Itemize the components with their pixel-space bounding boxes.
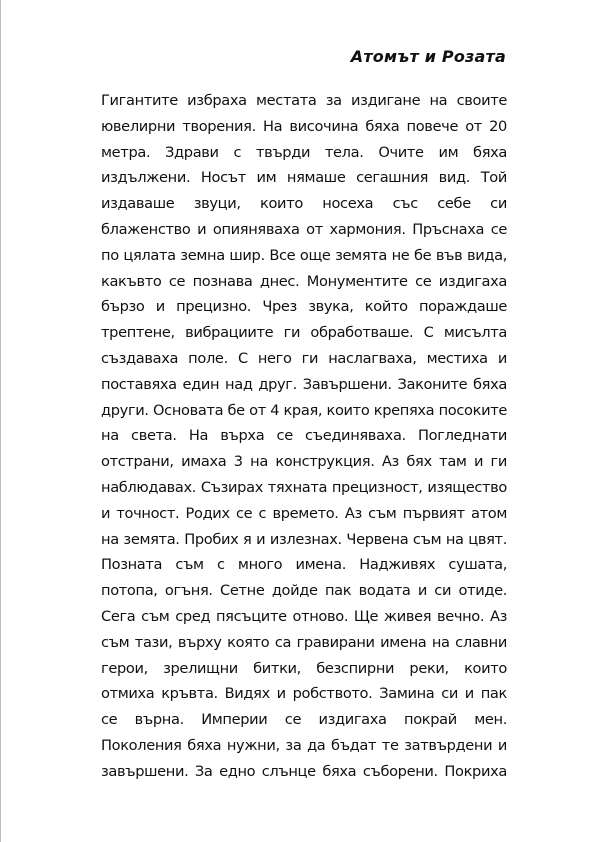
text-line: потопа, огъня. Сетне дойде пак водата и си отиде. bbox=[101, 582, 507, 600]
text-line: метра. Здрави с твърди тела. Очите им бяха bbox=[101, 143, 507, 161]
body-text bbox=[101, 88, 507, 785]
text-line: завършени. За едно слънце бяха съборени. Покриха bbox=[101, 762, 507, 780]
text-line: трептене, вибрациите ги обработваше. С мисълта bbox=[101, 324, 507, 342]
text-line: се върна. Империи се издигаха покрай мен. bbox=[101, 711, 507, 729]
text-line: по цялата земна шир. Все още земята не бе във вида, bbox=[101, 246, 507, 264]
text-line: издължени. Носът им нямаше сегашния вид. Той bbox=[101, 169, 507, 187]
text-line: наблюдавах. Съзирах тяхната прецизност, изящество bbox=[101, 478, 507, 496]
text-line: поставяха един над друг. Завършени. Законите бяха bbox=[101, 375, 507, 393]
text-line: Гигантите избраха местата за издигане на своите bbox=[101, 92, 507, 109]
text-line: и точност. Родих се с времето. Аз съм първият атом bbox=[101, 504, 507, 522]
text-line: какъвто се познава днес. Монументите се издигаха bbox=[101, 272, 507, 290]
text-line: ювелирни творения. На височина бяха повече от 20 bbox=[101, 117, 507, 135]
text-line: на земята. Пробих я и излезнах. Червена съм на цвят. bbox=[101, 530, 507, 548]
text-line: съм тази, върху която са гравирани имена на славни bbox=[101, 633, 507, 651]
text-line: други. Основата бе от 4 края, които крепяха посоките bbox=[101, 401, 507, 419]
text-line: Поколения бяха нужни, за да бъдат те затвърдени и bbox=[101, 736, 507, 754]
text-line: блаженство и опияняваха от хармония. Пръснаха се bbox=[101, 220, 507, 238]
document-title: Атомът и Розата bbox=[350, 47, 506, 66]
text-line: създаваха поле. С него ги наслагваха, местиха и bbox=[101, 349, 507, 367]
text-line: издаваше звуци, които носеха със себе си bbox=[101, 195, 507, 213]
text-line: на света. На върха се съединяваха. Погледнати bbox=[101, 427, 507, 445]
text-line: Позната съм с много имена. Надживях сушата, bbox=[101, 556, 507, 574]
text-line: бързо и прецизно. Чрез звука, който пораждаше bbox=[101, 298, 507, 316]
text-line: герои, зрелищни битки, безспирни реки, които bbox=[101, 659, 507, 677]
text-line: отстрани, имаха 3 на конструкция. Аз бях там и ги bbox=[101, 453, 507, 471]
text-line: отмиха кръвта. Видях и робството. Замина си и пак bbox=[101, 685, 507, 703]
text-line: Сега съм сред пясъците отново. Ще живея вечно. Аз bbox=[101, 607, 507, 625]
